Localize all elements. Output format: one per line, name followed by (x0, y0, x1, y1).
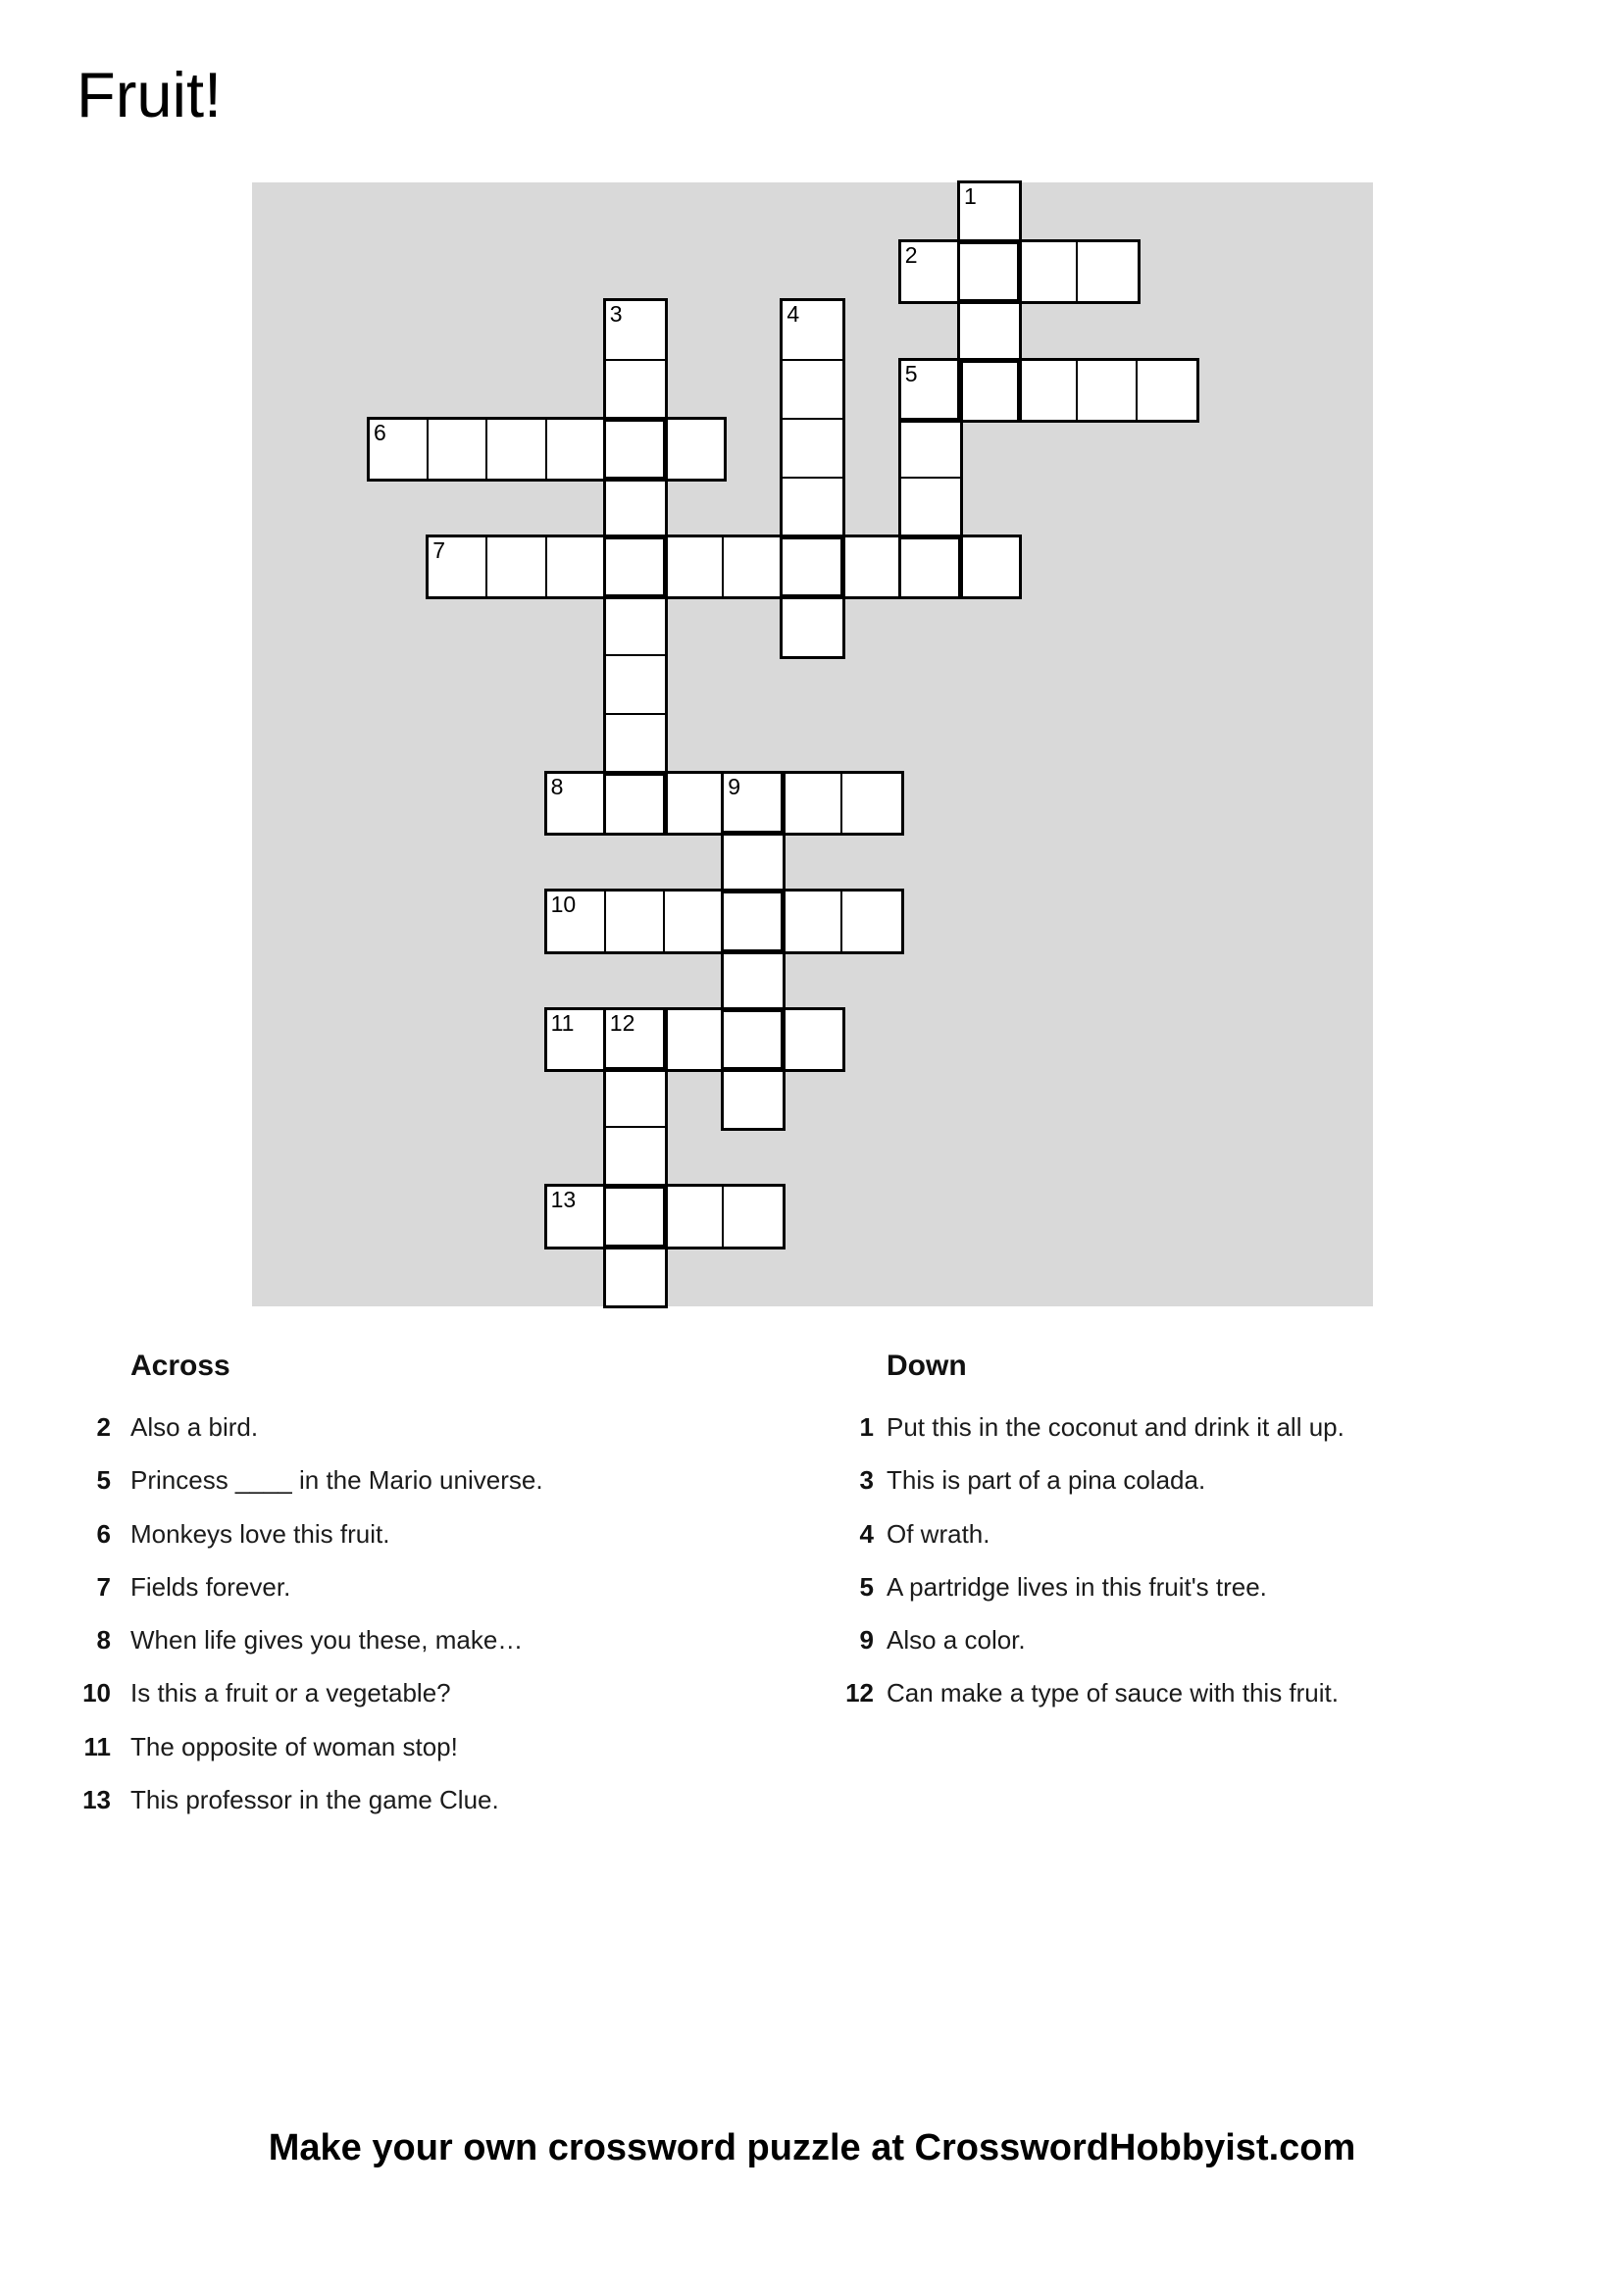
grid-cell[interactable] (724, 1187, 783, 1246)
grid-cell[interactable] (724, 833, 783, 892)
grid-cell[interactable] (429, 537, 487, 596)
clue-item (830, 1613, 1575, 1666)
cell-number-label: 9 (728, 774, 740, 799)
grid-cell[interactable] (487, 420, 546, 479)
clue-text: This is part of a pina colada. (887, 1465, 1206, 1496)
grid-cell[interactable] (606, 1069, 665, 1128)
clue-text: A partridge lives in this fruit's tree. (887, 1571, 1267, 1602)
clue-item (830, 1453, 1575, 1506)
grid-cell[interactable] (783, 892, 841, 950)
grid-cell[interactable] (1078, 361, 1137, 420)
down-clues-section (830, 1351, 1575, 1720)
clue-number: 5 (96, 1465, 111, 1496)
clue-item (67, 1613, 753, 1666)
clue-number: 10 (82, 1678, 111, 1708)
cell-number-label: 7 (432, 537, 445, 564)
grid-cell[interactable] (724, 951, 783, 1010)
grid-cell[interactable] (724, 892, 783, 950)
clue-text: Princess ____ in the Mario universe. (130, 1465, 543, 1496)
clue-number: 7 (96, 1571, 111, 1602)
grid-cell[interactable] (547, 774, 606, 833)
grid-cell[interactable] (783, 479, 841, 537)
grid-cell[interactable] (1078, 242, 1137, 301)
down-heading: Down (887, 1350, 967, 1382)
grid-cell[interactable] (606, 892, 665, 950)
grid-cell[interactable] (842, 892, 901, 950)
grid-cell[interactable] (547, 892, 606, 950)
clue-item (67, 1507, 753, 1560)
clue-item (67, 1560, 753, 1613)
cell-number-label: 12 (609, 1009, 635, 1036)
grid-cell[interactable] (960, 537, 1019, 596)
grid-cell[interactable] (783, 1010, 841, 1069)
grid-cell[interactable] (606, 656, 665, 715)
grid-cell[interactable] (547, 537, 606, 596)
grid-cell[interactable] (547, 420, 606, 479)
clue-text: Put this in the coconut and drink it all up. (887, 1412, 1345, 1442)
clue-number: 12 (845, 1678, 874, 1708)
grid-cell[interactable] (665, 892, 724, 950)
grid-cell[interactable] (487, 537, 546, 596)
grid-cell[interactable] (606, 420, 665, 479)
grid-cell[interactable] (1138, 361, 1196, 420)
cell-number-label: 11 (550, 1009, 575, 1036)
grid-cell[interactable] (783, 420, 841, 479)
clue-number: 6 (96, 1518, 111, 1549)
grid-cell[interactable] (783, 361, 841, 420)
across-heading: Across (130, 1350, 230, 1382)
clue-text: Also a bird. (130, 1412, 259, 1442)
clue-item (830, 1507, 1575, 1560)
grid-cell[interactable] (606, 537, 665, 596)
clue-item (67, 1666, 753, 1719)
grid-cell[interactable] (960, 183, 1019, 242)
clue-number: 2 (96, 1412, 111, 1442)
grid-cell[interactable] (665, 1187, 724, 1246)
cell-number-label: 10 (550, 892, 577, 918)
grid-cell[interactable] (370, 420, 429, 479)
grid-cell[interactable] (606, 774, 665, 833)
grid-cell[interactable] (606, 361, 665, 420)
grid-cell[interactable] (606, 1187, 665, 1246)
page-title: Fruit! (76, 59, 223, 130)
grid-cell[interactable] (606, 301, 665, 360)
clue-item (67, 1720, 753, 1773)
grid-cell[interactable] (1019, 242, 1078, 301)
grid-cell[interactable] (842, 774, 901, 833)
clue-item (830, 1666, 1575, 1719)
grid-cell[interactable] (960, 301, 1019, 360)
grid-cell[interactable] (724, 774, 783, 833)
clue-number: 8 (96, 1625, 111, 1656)
clue-text: When life gives you these, make… (130, 1625, 524, 1656)
grid-cell[interactable] (901, 479, 960, 537)
across-clues-section (67, 1351, 753, 1826)
clue-item (67, 1453, 753, 1506)
clue-text: Monkeys love this fruit. (130, 1518, 390, 1549)
grid-cell[interactable] (606, 715, 665, 774)
clue-number: 4 (859, 1518, 874, 1549)
cell-number-label: 5 (904, 360, 918, 386)
grid-cell[interactable] (783, 774, 841, 833)
cell-number-label: 8 (550, 774, 564, 799)
clue-text: Is this a fruit or a vegetable? (130, 1678, 451, 1708)
clue-text: Also a color. (887, 1625, 1026, 1656)
grid-cell[interactable] (724, 1069, 783, 1128)
footer-promo-text: Make your own crossword puzzle at CrosswordHobbyist.com (268, 2127, 1356, 2168)
cell-number-label: 2 (904, 242, 918, 269)
grid-cell[interactable] (783, 537, 841, 596)
clue-number: 13 (82, 1785, 111, 1815)
clue-text: This professor in the game Clue. (130, 1785, 499, 1815)
grid-cell[interactable] (960, 361, 1019, 420)
clue-item (830, 1560, 1575, 1613)
cell-number-label: 1 (964, 183, 977, 209)
grid-cell[interactable] (901, 361, 960, 420)
grid-cell[interactable] (429, 420, 487, 479)
cell-number-label: 4 (787, 301, 800, 328)
cell-number-label: 6 (374, 419, 386, 445)
grid-cell[interactable] (724, 1010, 783, 1069)
clue-number: 11 (83, 1731, 111, 1761)
grid-cell[interactable] (606, 479, 665, 537)
grid-cell[interactable] (783, 596, 841, 655)
grid-cell[interactable] (1019, 361, 1078, 420)
grid-cell[interactable] (665, 420, 724, 479)
grid-cell[interactable] (606, 1128, 665, 1187)
cell-number-label: 13 (550, 1187, 577, 1213)
grid-cell[interactable] (960, 242, 1019, 301)
clue-text: Fields forever. (130, 1571, 291, 1602)
grid-cell[interactable] (724, 537, 783, 596)
grid-cell[interactable] (606, 1010, 665, 1069)
clue-text: Can make a type of sauce with this fruit. (887, 1678, 1339, 1708)
clue-text: The opposite of woman stop! (130, 1731, 458, 1761)
clue-text: Of wrath. (887, 1518, 990, 1549)
grid-cell[interactable] (842, 537, 901, 596)
grid-cell[interactable] (665, 537, 724, 596)
grid-cell[interactable] (783, 301, 841, 360)
grid-cell[interactable] (901, 537, 960, 596)
grid-cell[interactable] (547, 1010, 606, 1069)
grid-cell[interactable] (901, 420, 960, 479)
clue-number: 5 (859, 1571, 874, 1602)
clue-number: 9 (859, 1625, 874, 1656)
grid-cell[interactable] (665, 1010, 724, 1069)
clue-number: 1 (859, 1412, 874, 1442)
clue-item (67, 1401, 753, 1453)
clue-number: 3 (859, 1465, 874, 1496)
grid-cell[interactable] (665, 774, 724, 833)
grid-cell[interactable] (547, 1187, 606, 1246)
grid-cell[interactable] (606, 596, 665, 655)
grid-cell[interactable] (901, 242, 960, 301)
cell-number-label: 3 (609, 301, 623, 328)
grid-cell[interactable] (606, 1247, 665, 1305)
clue-item (67, 1773, 753, 1826)
clue-item (830, 1401, 1575, 1453)
crossword-grid-panel (252, 182, 1373, 1306)
